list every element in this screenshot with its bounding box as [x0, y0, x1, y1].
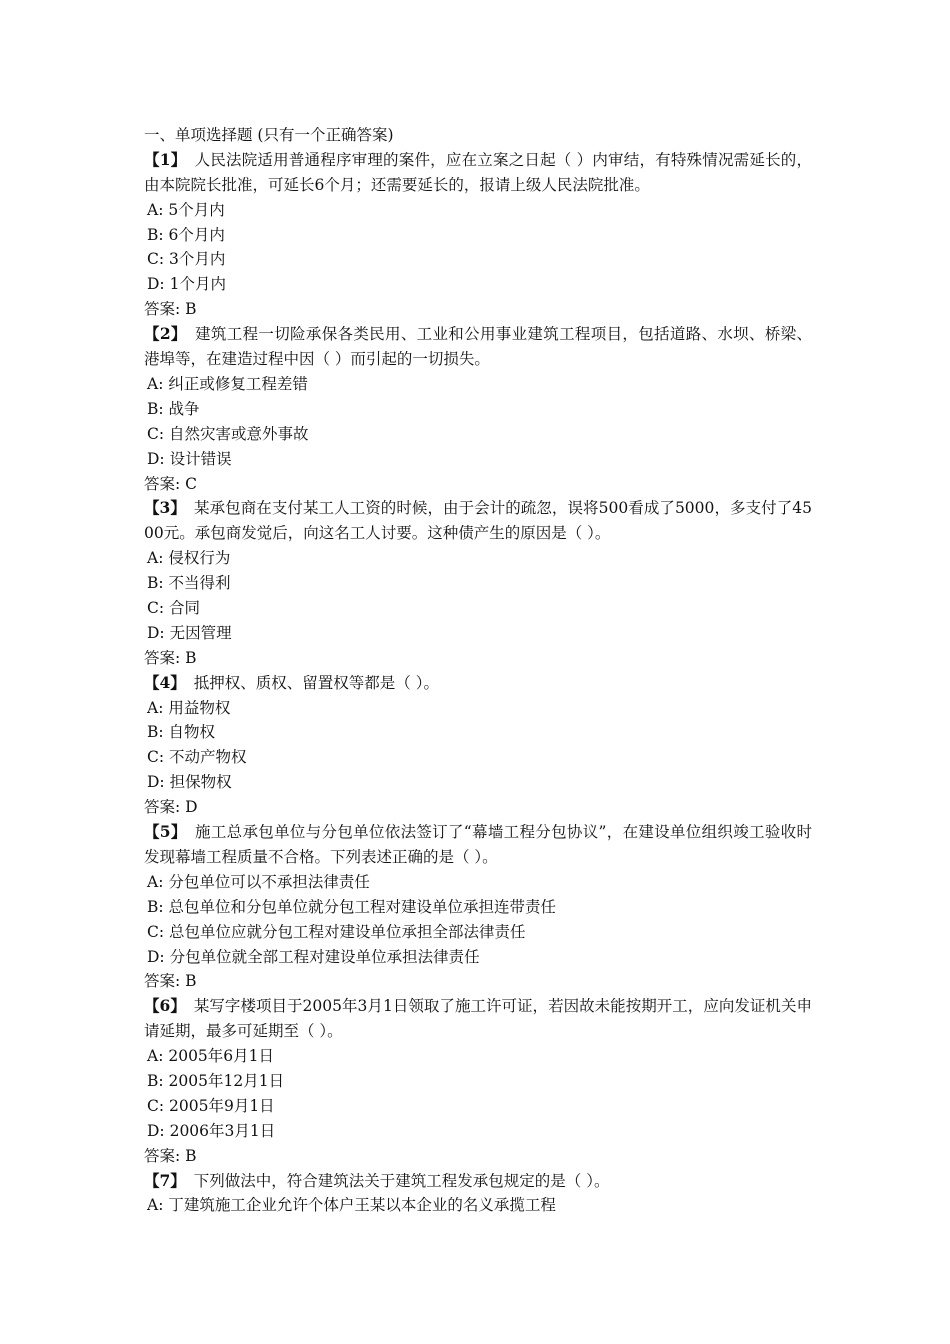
answer-option: C: 不动产物权: [147, 748, 247, 767]
question-number: 【7】: [144, 1170, 186, 1190]
question-text: 下列做法中，符合建筑法关于建筑工程发承包规定的是（ ）。: [193, 1171, 610, 1190]
answer-option: A: 纠正或修复工程差错: [147, 374, 308, 393]
question-number: 【5】: [144, 822, 187, 842]
answer-option: C: 合同: [147, 599, 201, 618]
answer-option: D: 担保物权: [147, 773, 232, 792]
answer-key: 答案: D: [144, 798, 198, 817]
question-stem: [144, 148, 812, 198]
answer-key: 答案: C: [144, 474, 198, 493]
answer-option: B: 2005年12月1日: [147, 1072, 285, 1091]
question-stem: [144, 1169, 812, 1194]
question-text: 建筑工程一切险承保各类民用、工业和公用事业建筑工程项目，包括道路、水坝、桥梁、港埠等，在建造过程中因（ ）而引起的一切损失。: [144, 325, 812, 369]
answer-option: A: 5个月内: [147, 200, 225, 219]
question-block: [144, 1169, 812, 1219]
question-block: [144, 671, 812, 820]
question-number: 【6】: [144, 996, 186, 1016]
answer-option: A: 分包单位可以不承担法律责任: [147, 872, 370, 891]
answer-option: B: 不当得利: [147, 574, 231, 593]
question-block: [144, 322, 812, 496]
answer-option: D: 分包单位就全部工程对建设单位承担法律责任: [147, 947, 480, 966]
answer-option: C: 2005年9月1日: [147, 1096, 275, 1115]
question-stem: [144, 496, 812, 546]
document-content: [144, 123, 812, 1218]
answer-option: A: 用益物权: [147, 698, 231, 717]
question-stem: [144, 820, 812, 870]
question-stem: [144, 322, 812, 372]
question-block: [144, 994, 812, 1168]
answer-option: D: 设计错误: [147, 449, 232, 468]
question-number: 【1】: [144, 149, 187, 169]
answer-option: B: 自物权: [147, 723, 216, 742]
section-title: 一、单项选择题 (只有一个正确答案): [144, 126, 394, 144]
question-number: 【4】: [144, 672, 186, 692]
question-stem: [144, 671, 812, 696]
answer-option: D: 2006年3月1日: [147, 1121, 276, 1140]
question-text: 施工总承包单位与分包单位依法签订了“幕墙工程分包协议”，在建设单位组织竣工验收时发现幕墙工程质量不合格。下列表述正确的是（ ）。: [144, 823, 812, 866]
answer-option: A: 侵权行为: [147, 549, 231, 568]
answer-option: B: 总包单位和分包单位就分包工程对建设单位承担连带责任: [147, 897, 557, 916]
answer-key: 答案: B: [144, 648, 197, 667]
answer-key: 答案: B: [144, 300, 197, 319]
question-stem: [144, 994, 812, 1044]
question-block: [144, 148, 812, 322]
answer-option: D: 1个月内: [147, 275, 226, 294]
answer-option: D: 无因管理: [147, 623, 232, 642]
question-block: [144, 820, 812, 994]
question-number: 【2】: [144, 324, 187, 344]
answer-option: A: 丁建筑施工企业允许个体户王某以本企业的名义承揽工程: [147, 1196, 556, 1215]
question-text: 某写字楼项目于2005年3月1日领取了施工许可证，若因故未能按期开工，应向发证机关申请延期，最多可延期至（ ）。: [144, 997, 812, 1041]
answer-option: B: 6个月内: [147, 225, 225, 244]
answer-key: 答案: B: [144, 1146, 197, 1165]
question-block: [144, 496, 812, 670]
answer-option: C: 总包单位应就分包工程对建设单位承担全部法律责任: [147, 922, 526, 941]
answer-option: A: 2005年6月1日: [147, 1047, 275, 1066]
question-number: 【3】: [144, 498, 186, 518]
question-text: 某承包商在支付某工人工资的时候，由于会计的疏忽，误将500看成了5000，多支付了4500元。承包商发觉后，向这名工人讨要。这种债产生的原因是（ ）。: [144, 499, 812, 543]
answer-key: 答案: B: [144, 972, 197, 991]
answer-option: C: 自然灾害或意外事故: [147, 424, 309, 443]
answer-option: B: 战争: [147, 399, 200, 418]
question-text: 人民法院适用普通程序审理的案件，应在立案之日起（ ）内审结，有特殊情况需延长的，由本院院长批准，可延长6个月；还需要延长的，报请上级人民法院批准。: [144, 150, 812, 194]
question-list: [144, 148, 812, 1218]
answer-option: C: 3个月内: [147, 250, 226, 269]
question-text: 抵押权、质权、留置权等都是（ ）。: [193, 673, 439, 692]
